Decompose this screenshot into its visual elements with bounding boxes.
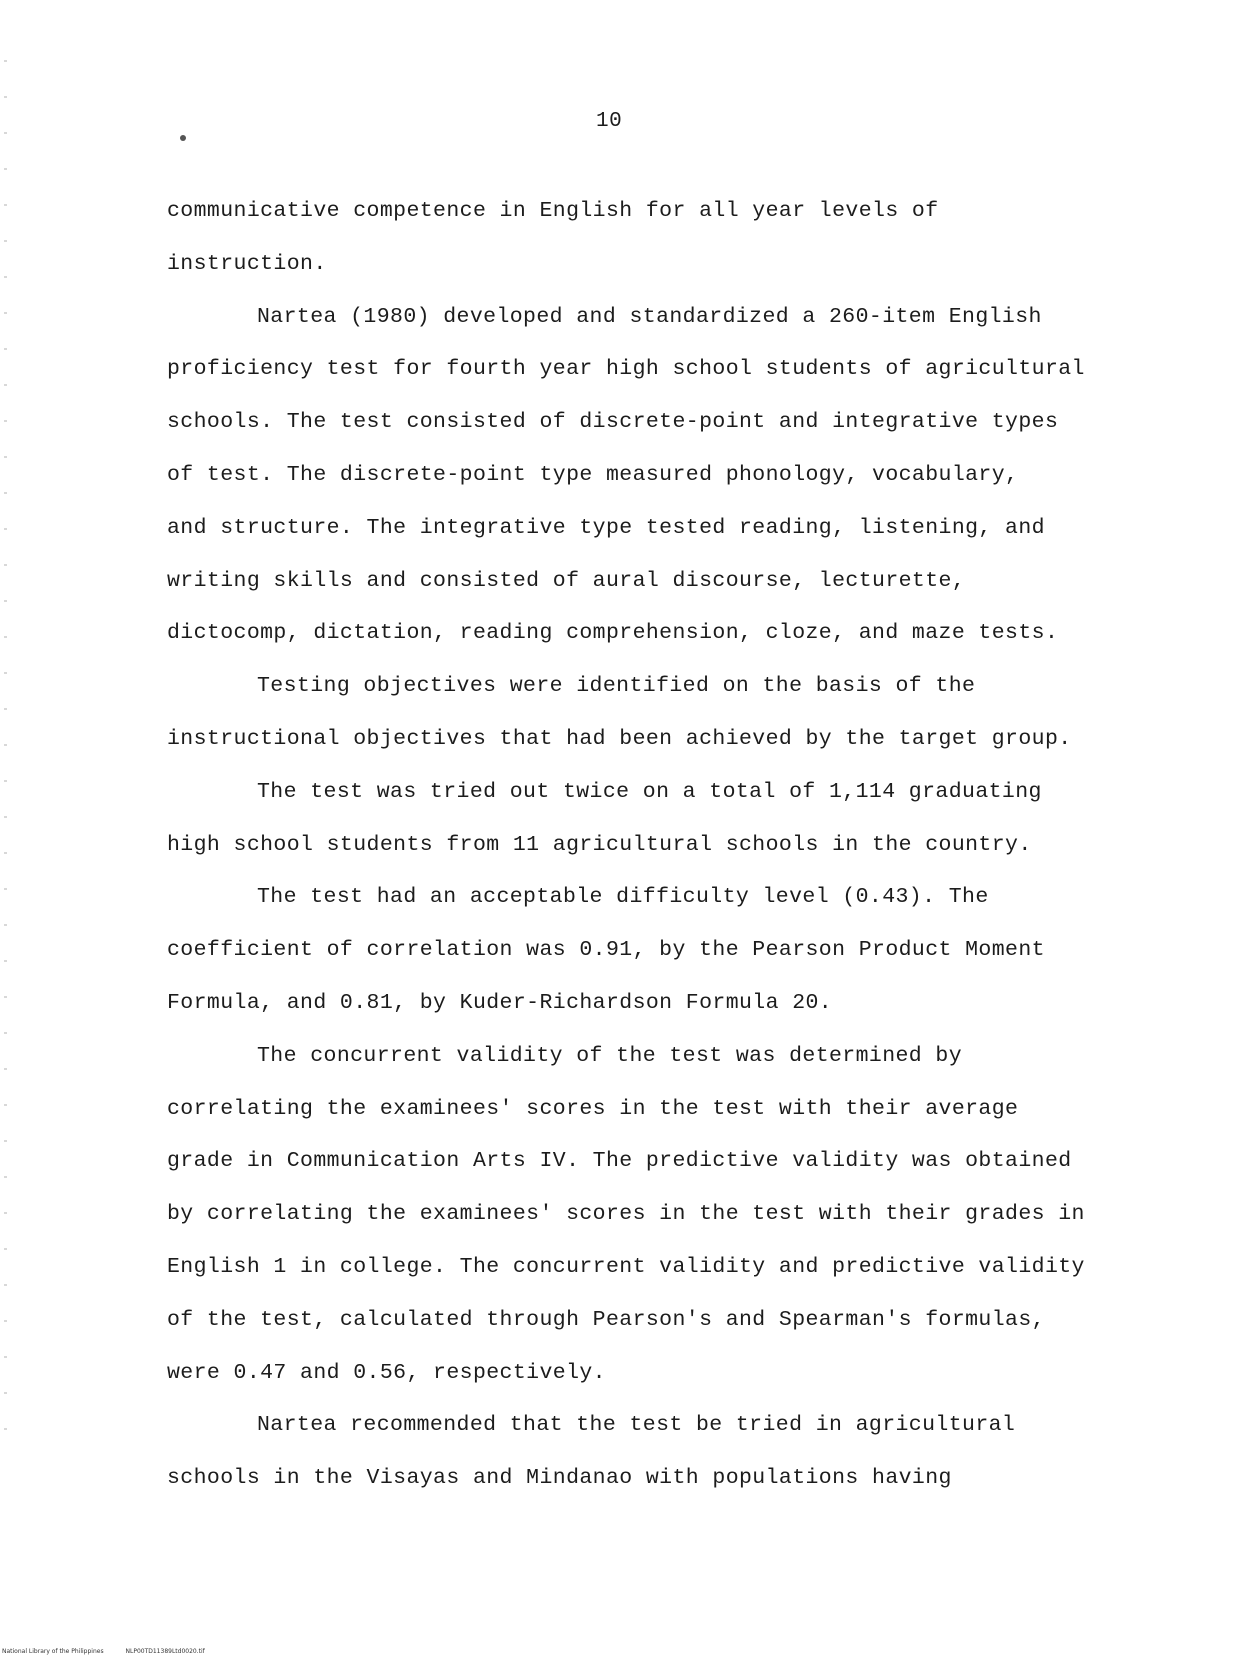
text-line: schools in the Visayas and Mindanao with populations having (167, 1466, 952, 1491)
text-line: grade in Communication Arts IV. The predictive validity was obtained (167, 1149, 1072, 1174)
text-line: by correlating the examinees' scores in the test with their grades in (167, 1202, 1085, 1227)
text-line: writing skills and consisted of aural discourse, lecturette, (167, 568, 966, 593)
text-line: dictocomp, dictation, reading comprehension, cloze, and maze tests. (167, 621, 1059, 646)
text-line: schools. The test consisted of discrete-point and integrative types (167, 410, 1059, 435)
text-line: correlating the examinees' scores in the test with their average (167, 1096, 1019, 1121)
text-line: of the test, calculated through Pearson's and Spearman's formulas, (167, 1307, 1045, 1332)
text-line: Testing objectives were identified on the basis of the (257, 674, 976, 699)
text-line: Formula, and 0.81, by Kuder-Richardson Formula 20. (167, 990, 833, 1015)
text-line: were 0.47 and 0.56, respectively. (167, 1360, 606, 1385)
scan-edge-marks (4, 60, 7, 1460)
text-line: Nartea recommended that the test be tried in agricultural (257, 1413, 1016, 1438)
text-line: high school students from 11 agricultural schools in the country. (167, 832, 1032, 857)
text-line: and structure. The integrative type tested reading, listening, and (167, 515, 1045, 540)
text-line: instructional objectives that had been achieved by the target group. (167, 726, 1072, 751)
body-text (167, 185, 1107, 1505)
text-line: instruction. (167, 251, 327, 276)
text-line: proficiency test for fourth year high school students of agricultural (167, 357, 1085, 382)
footer-file-id: NLP00TD11389Ltd0020.tif (125, 1648, 205, 1655)
text-line: coefficient of correlation was 0.91, by the Pearson Product Moment (167, 938, 1045, 963)
text-line: English 1 in college. The concurrent validity and predictive validity (167, 1254, 1085, 1279)
scan-speck (180, 135, 186, 141)
text-line: Nartea (1980) developed and standardized a 260-item English (257, 304, 1042, 329)
text-line: The test was tried out twice on a total of 1,114 graduating (257, 779, 1042, 804)
text-line: of test. The discrete-point type measured phonology, vocabulary, (167, 462, 1019, 487)
text-line: The test had an acceptable difficulty level (0.43). The (257, 885, 989, 910)
text-line: The concurrent validity of the test was determined by (257, 1043, 963, 1068)
footer-library: National Library of the Philippines (2, 1648, 104, 1655)
text-line: communicative competence in English for all year levels of (167, 199, 939, 223)
page-number: 10 (596, 110, 623, 133)
scan-footer (2, 1648, 225, 1655)
